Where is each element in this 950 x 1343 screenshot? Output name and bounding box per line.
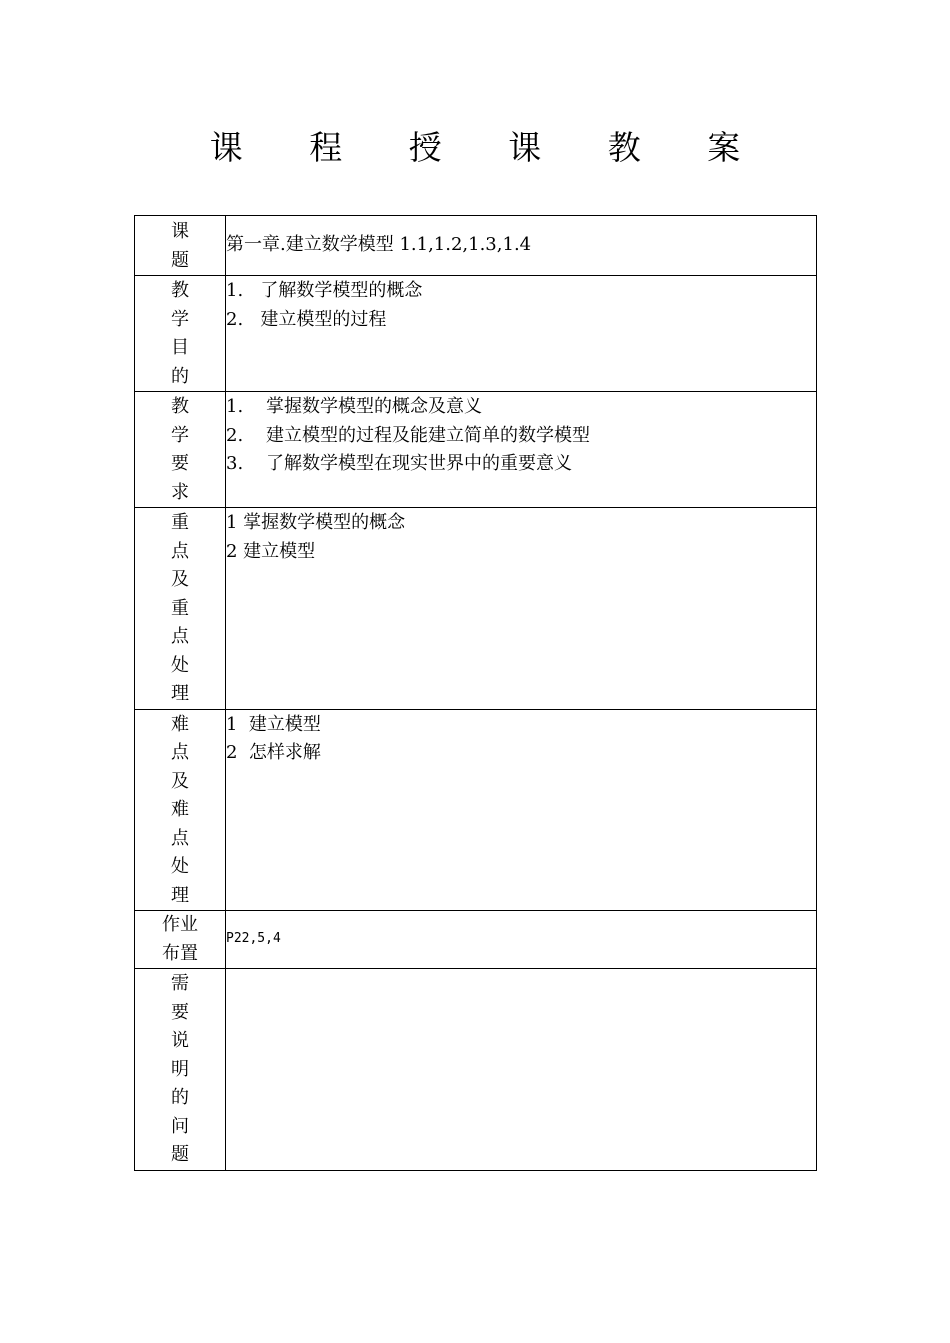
row-label (135, 709, 226, 911)
label-char: 重 (171, 597, 189, 619)
row-content (226, 709, 817, 911)
label-char: 要 (171, 1001, 189, 1023)
row-content (226, 969, 817, 1171)
label-char: 难 (171, 713, 189, 735)
row-objectives (135, 276, 817, 392)
label-char: 点 (171, 742, 189, 763)
label-char: 学 (171, 424, 189, 446)
row-label (135, 276, 226, 392)
row-content (226, 911, 817, 969)
row-label (135, 911, 226, 969)
document-title: 课 程 授 课 教 案 (209, 128, 769, 167)
lesson-plan-table (134, 215, 817, 1171)
content-line: 2 建立模型 (226, 540, 316, 562)
label-char: 处 (171, 856, 189, 877)
label-char: 布置 (162, 942, 198, 964)
row-notes (135, 969, 817, 1171)
label-char: 理 (171, 683, 189, 704)
label-char: 及 (171, 569, 189, 590)
row-key-points (135, 508, 817, 710)
label-char: 点 (171, 827, 189, 849)
label-char: 问 (171, 1115, 189, 1137)
label-char: 理 (171, 884, 189, 906)
label-char: 题 (171, 249, 189, 271)
row-label (135, 392, 226, 508)
row-label (135, 969, 226, 1171)
row-topic (135, 216, 817, 276)
label-char: 题 (171, 1144, 189, 1165)
row-label (135, 508, 226, 710)
label-char: 学 (171, 308, 189, 330)
label-char: 求 (171, 481, 189, 503)
label-char: 处 (171, 654, 189, 676)
row-homework (135, 911, 817, 969)
row-requirements (135, 392, 817, 508)
label-char: 及 (171, 770, 189, 792)
label-char: 要 (171, 453, 189, 474)
content-line: 1 建立模型 (226, 713, 321, 735)
label-char: 课 (171, 221, 189, 242)
label-char: 需 (171, 973, 189, 994)
label-char: 作业 (162, 914, 198, 935)
content-line: 1. 了解数学模型的概念 (226, 280, 423, 301)
label-char: 教 (171, 280, 189, 301)
content-line: P22,5,4 (226, 931, 281, 947)
row-content (226, 216, 817, 276)
label-char: 的 (171, 365, 189, 387)
content-line: 1. 掌握数学模型的概念及意义 (226, 396, 483, 417)
label-char: 说 (171, 1030, 189, 1051)
content-line: 2. 建立模型的过程 (226, 308, 387, 330)
label-char: 难 (171, 799, 189, 820)
row-content (226, 508, 817, 710)
content-line: 2 怎样求解 (226, 742, 321, 763)
label-char: 点 (171, 626, 189, 647)
label-char: 重 (171, 512, 189, 533)
label-char: 点 (171, 540, 189, 562)
row-content (226, 392, 817, 508)
content-line: 2. 建立模型的过程及能建立简单的数学模型 (226, 424, 591, 446)
row-label (135, 216, 226, 276)
label-char: 的 (171, 1087, 189, 1108)
content-line: 第一章.建立数学模型 1.1,1.2,1.3,1.4 (226, 234, 532, 256)
content-line: 3. 了解数学模型在现实世界中的重要意义 (226, 453, 573, 474)
row-difficult-points (135, 709, 817, 911)
row-content (226, 276, 817, 392)
label-char: 明 (171, 1058, 189, 1080)
content-line: 1 掌握数学模型的概念 (226, 512, 406, 533)
label-char: 目 (171, 337, 189, 358)
label-char: 教 (171, 396, 189, 417)
